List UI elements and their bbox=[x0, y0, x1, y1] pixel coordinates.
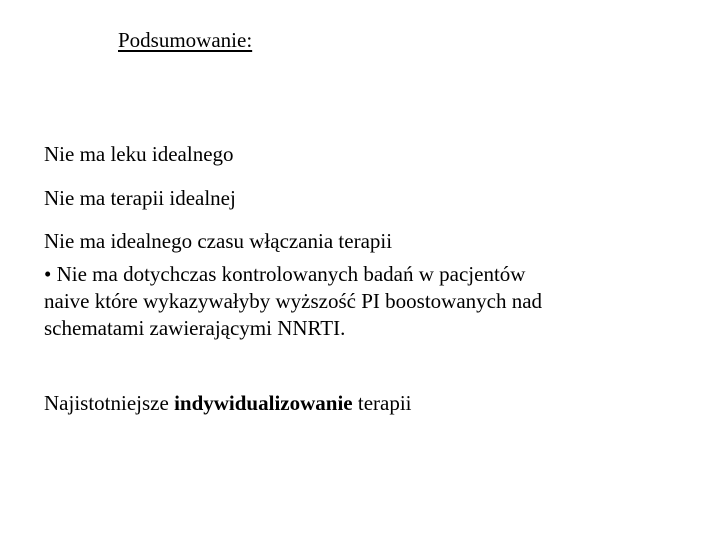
point-no-ideal-therapy: Nie ma terapii idealnej bbox=[44, 186, 236, 210]
conclusion-emphasis: indywidualizowanie bbox=[174, 391, 353, 415]
conclusion-prefix: Najistotniejsze bbox=[44, 391, 175, 415]
slide-title: Podsumowanie: bbox=[118, 28, 253, 52]
conclusion bbox=[44, 390, 412, 416]
bullet-paragraph-line: • Nie ma dotychczas kontrolowanych badań w pacjentów bbox=[44, 262, 526, 286]
conclusion-suffix: terapii bbox=[352, 391, 412, 415]
bullet-paragraph-line: schematami zawierającymi NNRTI. bbox=[44, 316, 346, 340]
point-no-ideal-drug: Nie ma leku idealnego bbox=[44, 142, 234, 166]
bullet-paragraph-line: naive które wykazywałyby wyższość PI boostowanych nad bbox=[44, 289, 543, 313]
point-no-ideal-start-time: Nie ma idealnego czasu włączania terapii bbox=[44, 229, 393, 253]
bullet-paragraph bbox=[44, 261, 664, 342]
